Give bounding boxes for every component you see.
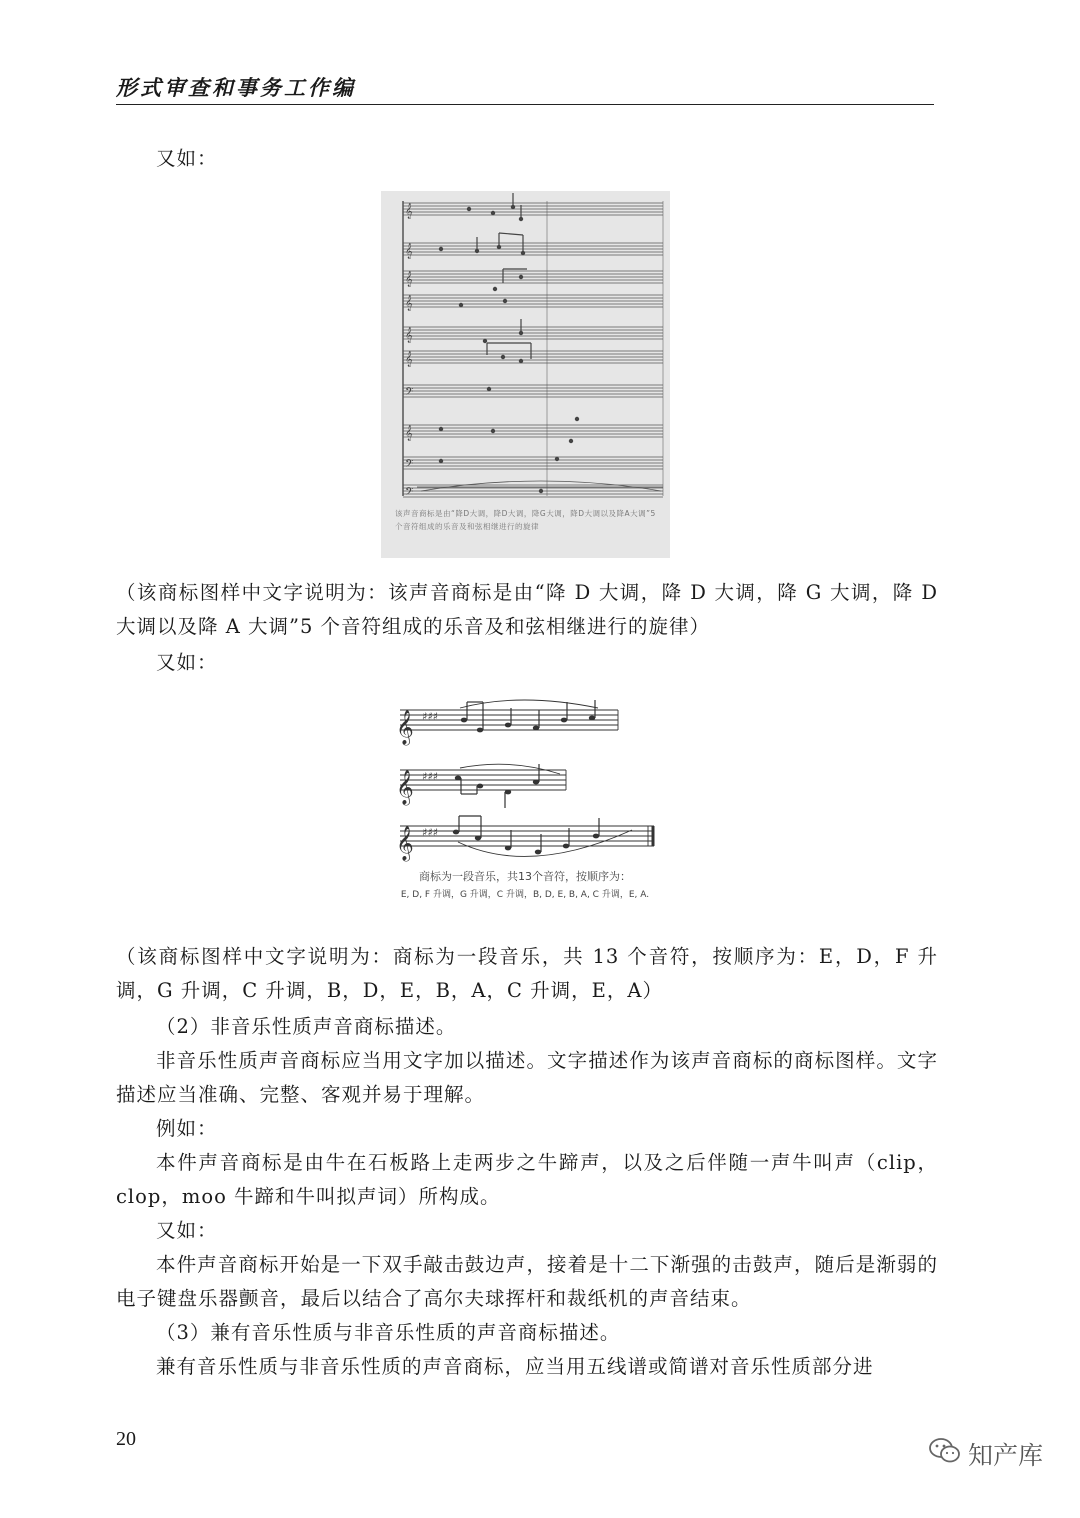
svg-text:𝄞: 𝄞 [405, 426, 413, 441]
svg-text:𝄞: 𝄞 [405, 244, 413, 259]
wechat-icon [928, 1436, 962, 1472]
section-heading-mixed: （3）兼有音乐性质与非音乐性质的声音商标描述。 [156, 1321, 621, 1344]
paragraph-example-intro-2: 又如： [156, 651, 218, 674]
svg-text:𝄞: 𝄞 [405, 328, 413, 343]
svg-text:𝄞: 𝄞 [396, 770, 414, 805]
score-figure-caption: 该声音商标是由“降D大调，降D大调，降G大调，降D大调以及降A大调”5个音符组成的乐音及和弦相继进行的旋律 [395, 509, 656, 531]
running-header-title: 形式审查和事务工作编 [116, 76, 356, 100]
svg-text:♯♯♯: ♯♯♯ [422, 826, 438, 839]
melody-figure-caption-line1: 商标为一段音乐，共13个音符，按顺序为： [419, 870, 631, 883]
score-staves-drawing [381, 191, 670, 558]
watermark-text: 知产库 [968, 1441, 1044, 1470]
svg-text:𝄞: 𝄞 [405, 272, 413, 287]
paragraph-example-label: 例如： [156, 1117, 218, 1140]
svg-text:𝄞: 𝄞 [396, 710, 414, 745]
melody-score-figure [360, 690, 690, 920]
svg-text:𝄢: 𝄢 [405, 486, 414, 501]
svg-text:𝄢: 𝄢 [405, 386, 414, 401]
svg-text:𝄞: 𝄞 [405, 204, 413, 219]
paragraph-drum-example: 本件声音商标开始是一下双手敲击鼓边声，接着是十二下渐强的击鼓声，随后是渐弱的电子键盘乐器颤音，最后以结合了高尔夫球挥杆和裁纸机的声音结束。 [116, 1253, 938, 1310]
svg-text:♯♯♯: ♯♯♯ [422, 710, 438, 723]
paragraph-cow-example: 本件声音商标是由牛在石板路上走两步之牛蹄声，以及之后伴随一声牛叫声（clip，clop，moo 牛蹄和牛叫拟声词）所构成。 [116, 1151, 938, 1208]
paragraph-figure2-description: （该商标图样中文字说明为：商标为一段音乐，共 13 个音符，按顺序为：E，D，F 升调，G 升调，C 升调，B，D，E，B，A，C 升调，E，A） [116, 945, 938, 1002]
svg-text:𝄢: 𝄢 [405, 458, 414, 473]
paragraph-example-intro-1: 又如： [156, 147, 218, 170]
orchestral-score-figure [381, 191, 670, 558]
svg-text:𝄞: 𝄞 [405, 352, 413, 367]
paragraph-example-intro-3: 又如： [156, 1219, 218, 1242]
paragraph-figure1-description: （该商标图样中文字说明为：该声音商标是由“降 D 大调，降 D 大调，降 G 大调，降 D 大调以及降 A 大调”5 个音符组成的乐音及和弦相继进行的旋律） [116, 581, 938, 638]
melody-figure-caption-line2: E, D, F 升调，G 升调，C 升调，B, D, E, B, A, C 升调，E, A. [400, 890, 650, 900]
melody-staves-drawing [360, 690, 690, 870]
paragraph-non-music-rule: 非音乐性质声音商标应当用文字加以描述。文字描述作为该声音商标的商标图样。文字描述应当准确、完整、客观并易于理解。 [116, 1049, 938, 1106]
svg-text:𝄞: 𝄞 [405, 296, 413, 311]
watermark [928, 1436, 1043, 1472]
paragraph-mixed-rule: 兼有音乐性质与非音乐性质的声音商标，应当用五线谱或简谱对音乐性质部分进 [156, 1355, 874, 1378]
page-number: 20 [116, 1428, 136, 1450]
svg-text:♯♯♯: ♯♯♯ [422, 770, 438, 783]
header-divider [116, 104, 934, 105]
svg-text:𝄞: 𝄞 [396, 826, 414, 861]
section-heading-non-music: （2）非音乐性质声音商标描述。 [156, 1015, 457, 1038]
